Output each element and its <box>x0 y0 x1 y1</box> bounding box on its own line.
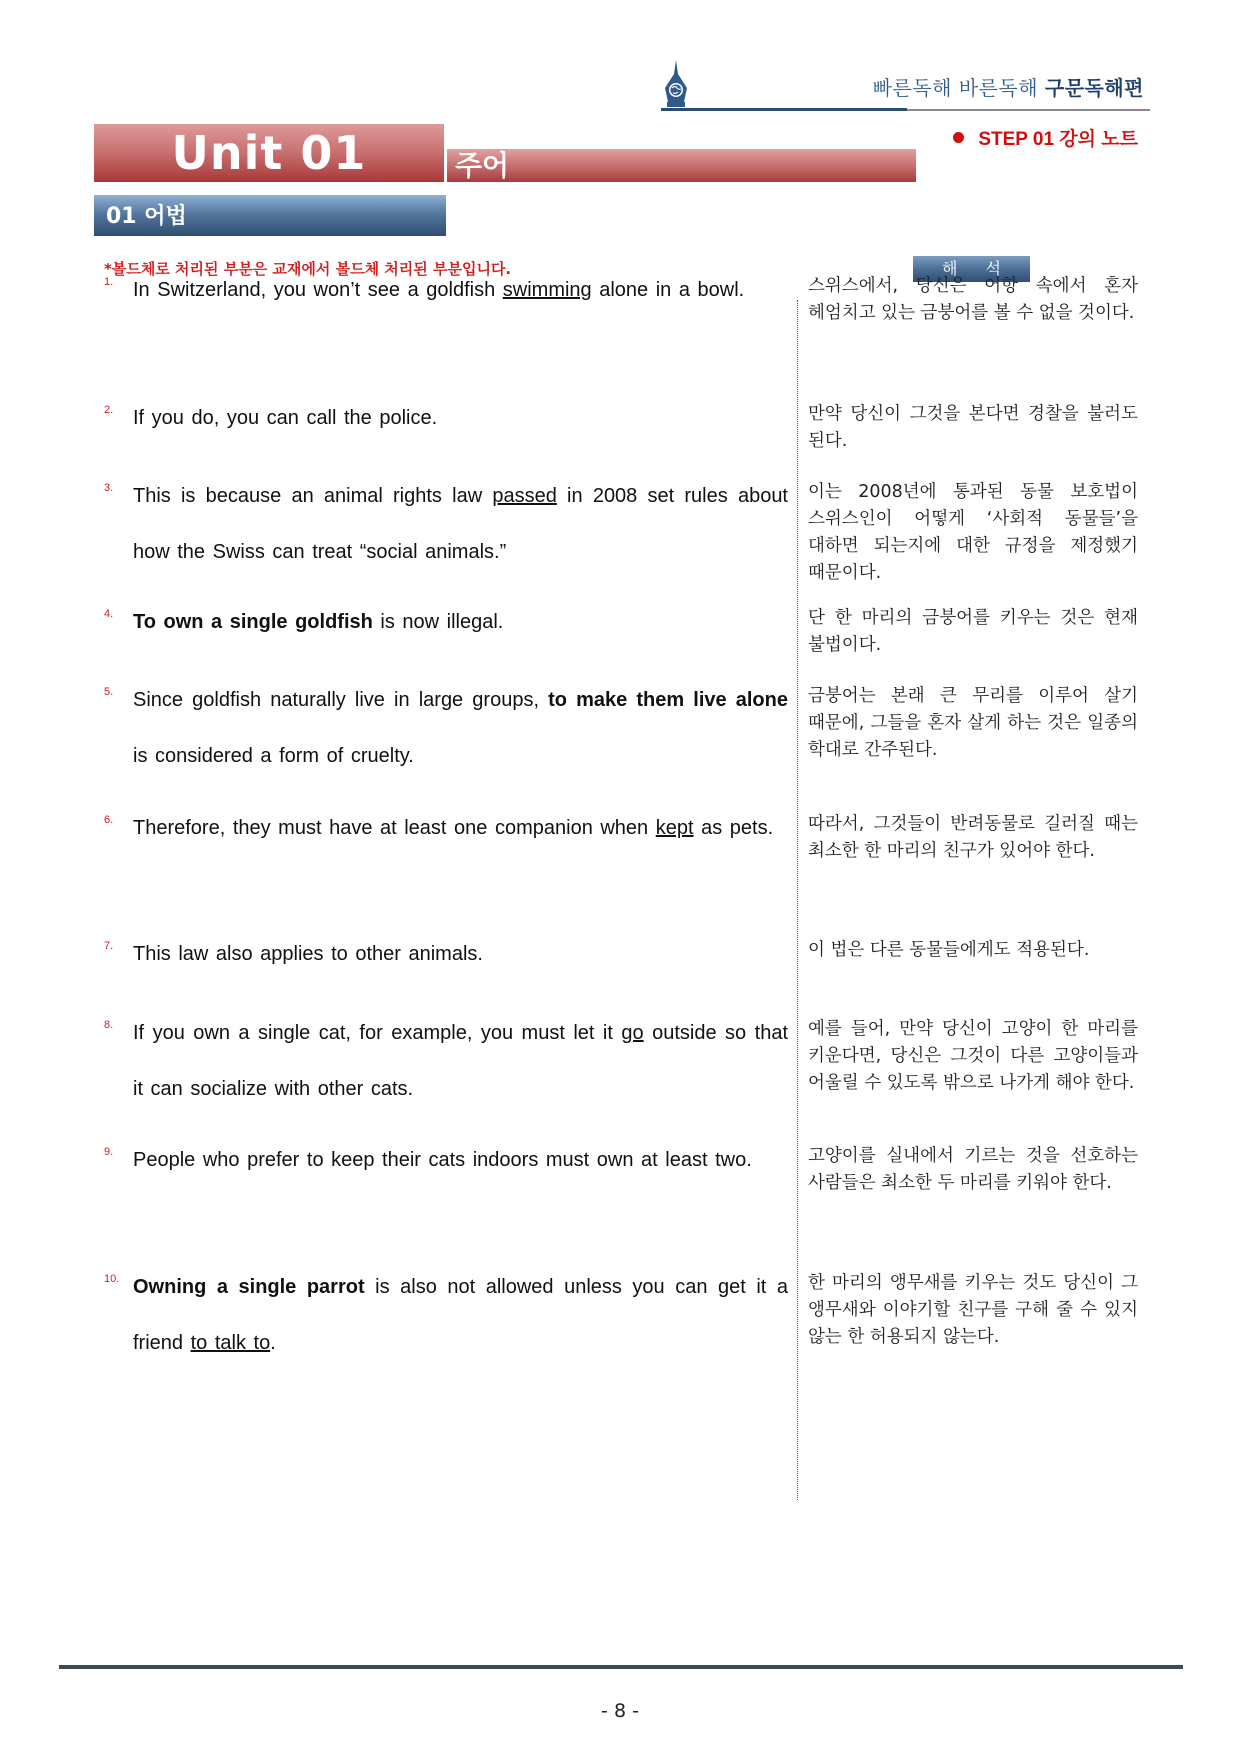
sentence-text: This is because an animal rights law <box>133 485 493 507</box>
sentence-text: outside so that it can socialize with other cats. <box>133 1022 788 1100</box>
underlined-phrase: go <box>621 1022 644 1044</box>
sentence-text: . <box>270 1332 276 1354</box>
topic-banner <box>447 149 916 182</box>
sentence-number: 6. <box>104 814 114 826</box>
sentence-number: 1. <box>104 276 114 288</box>
korean-translation: 따라서, 그것들이 반려동물로 길러질 때는 최소한 한 마리의 친구가 있어야 한다. <box>808 814 1138 861</box>
sentence-text: Therefore, they must have at least one companion when <box>133 817 656 839</box>
sentence-text: as pets. <box>693 817 774 839</box>
english-sentence <box>133 926 788 982</box>
sentence-text: People who prefer to keep their cats indoors must own at least two. <box>133 1149 752 1171</box>
page-number: - 8 - <box>601 1700 639 1722</box>
korean-translation: 금붕어는 본래 큰 무리를 이루어 살기 때문에, 그들을 혼자 살게 하는 것은 일종의 학대로 간주된다. <box>808 686 1138 760</box>
sentence-text: alone in a bowl. <box>591 279 745 301</box>
series-title <box>873 72 1144 101</box>
bold-phrase: Owning a single parrot <box>133 1276 365 1298</box>
sentence-text: is now illegal. <box>372 611 504 633</box>
sentence-number: 5. <box>104 686 114 698</box>
step-text: STEP 01 강의 노트 <box>978 129 1138 150</box>
korean-translation: 스위스에서, 당신은 어항 속에서 혼자 헤엄치고 있는 금붕어를 볼 수 없을 것이다. <box>808 276 1138 323</box>
sentence-number: 9. <box>104 1146 114 1158</box>
section-banner <box>94 195 446 236</box>
english-sentence <box>133 1132 788 1188</box>
english-sentence <box>133 672 788 784</box>
english-sentence <box>133 390 788 446</box>
sentence-number: 4. <box>104 608 114 620</box>
sentence-text: is considered a form of cruelty. <box>133 745 414 767</box>
bullet-dot-icon <box>953 132 964 143</box>
footer-rule <box>59 1665 1183 1669</box>
korean-translation: 예를 들어, 만약 당신이 고양이 한 마리를 키운다면, 당신은 그것이 다른 고양이들과 어울릴 수 있도록 밖으로 나가게 해야 한다. <box>808 1019 1138 1093</box>
series-name: 구문독해편 <box>1044 76 1144 100</box>
sentence-number: 7. <box>104 940 114 952</box>
sentence-text: in 2008 set rules about how the Swiss can treat “social animals.” <box>133 485 788 563</box>
unit-title: Unit 01 <box>171 126 367 180</box>
english-sentence <box>133 262 788 318</box>
step-label <box>953 124 1138 151</box>
sentence-text: This law also applies to other animals. <box>133 943 483 965</box>
sentence-text: In Switzerland, you won’t see a goldfish <box>133 279 503 301</box>
bold-phrase: to make them live alone <box>548 689 788 711</box>
sentence-number: 2. <box>104 404 114 416</box>
english-sentence <box>133 1259 788 1371</box>
korean-translation: 한 마리의 앵무새를 키우는 것도 당신이 그 앵무새와 이야기할 친구를 구해 줄 수 있지 않는 한 허용되지 않는다. <box>808 1273 1138 1347</box>
topic-title: 주어 <box>455 149 510 182</box>
column-divider <box>797 300 798 1500</box>
bold-notice: *볼드체로 처리된 부분은 교재에서 볼드체 처리된 부분입니다. <box>104 260 512 278</box>
underlined-phrase: kept <box>655 817 694 839</box>
sentence-number: 10. <box>104 1273 120 1285</box>
underlined-phrase: swimming <box>502 279 592 301</box>
english-sentence <box>133 468 788 580</box>
pen-globe-logo-icon <box>662 58 690 110</box>
underlined-phrase: passed <box>492 485 557 507</box>
header-rule-dark <box>661 108 907 111</box>
korean-translation: 단 한 마리의 금붕어를 키우는 것은 현재 불법이다. <box>808 608 1138 655</box>
sentence-text: Since goldfish naturally live in large groups, <box>133 689 549 711</box>
section-title: 01 어법 <box>106 204 187 229</box>
series-prefix: 빠른독해 바른독해 <box>872 76 1039 100</box>
english-sentence <box>133 1005 788 1117</box>
korean-translation: 만약 당신이 그것을 본다면 경찰을 불러도 된다. <box>808 404 1138 451</box>
sentence-number: 3. <box>104 482 114 494</box>
header-rule-grey <box>907 109 1150 111</box>
english-sentence <box>133 594 788 650</box>
sentence-text: is also not allowed unless you can get it a friend <box>133 1276 788 1354</box>
sentence-number: 8. <box>104 1019 114 1031</box>
sentence-text: If you own a single cat, for example, you must let it <box>133 1022 622 1044</box>
underlined-phrase: to talk to <box>190 1332 271 1354</box>
korean-translation: 고양이를 실내에서 기르는 것을 선호하는 사람들은 최소한 두 마리를 키워야 한다. <box>808 1146 1138 1193</box>
bold-phrase: To own a single goldfish <box>133 611 373 633</box>
sentence-text: If you do, you can call the police. <box>133 407 438 429</box>
translation-header-label: 해석 <box>942 259 1029 278</box>
korean-translation: 이는 2008년에 통과된 동물 보호법이 스위스인이 어떻게 ‘사회적 동물들’을 대하면 되는지에 대한 규정을 제정했기 때문이다. <box>808 482 1138 583</box>
english-sentence <box>133 800 788 856</box>
korean-translation: 이 법은 다른 동물들에게도 적용된다. <box>808 940 1090 960</box>
unit-banner <box>94 124 444 182</box>
